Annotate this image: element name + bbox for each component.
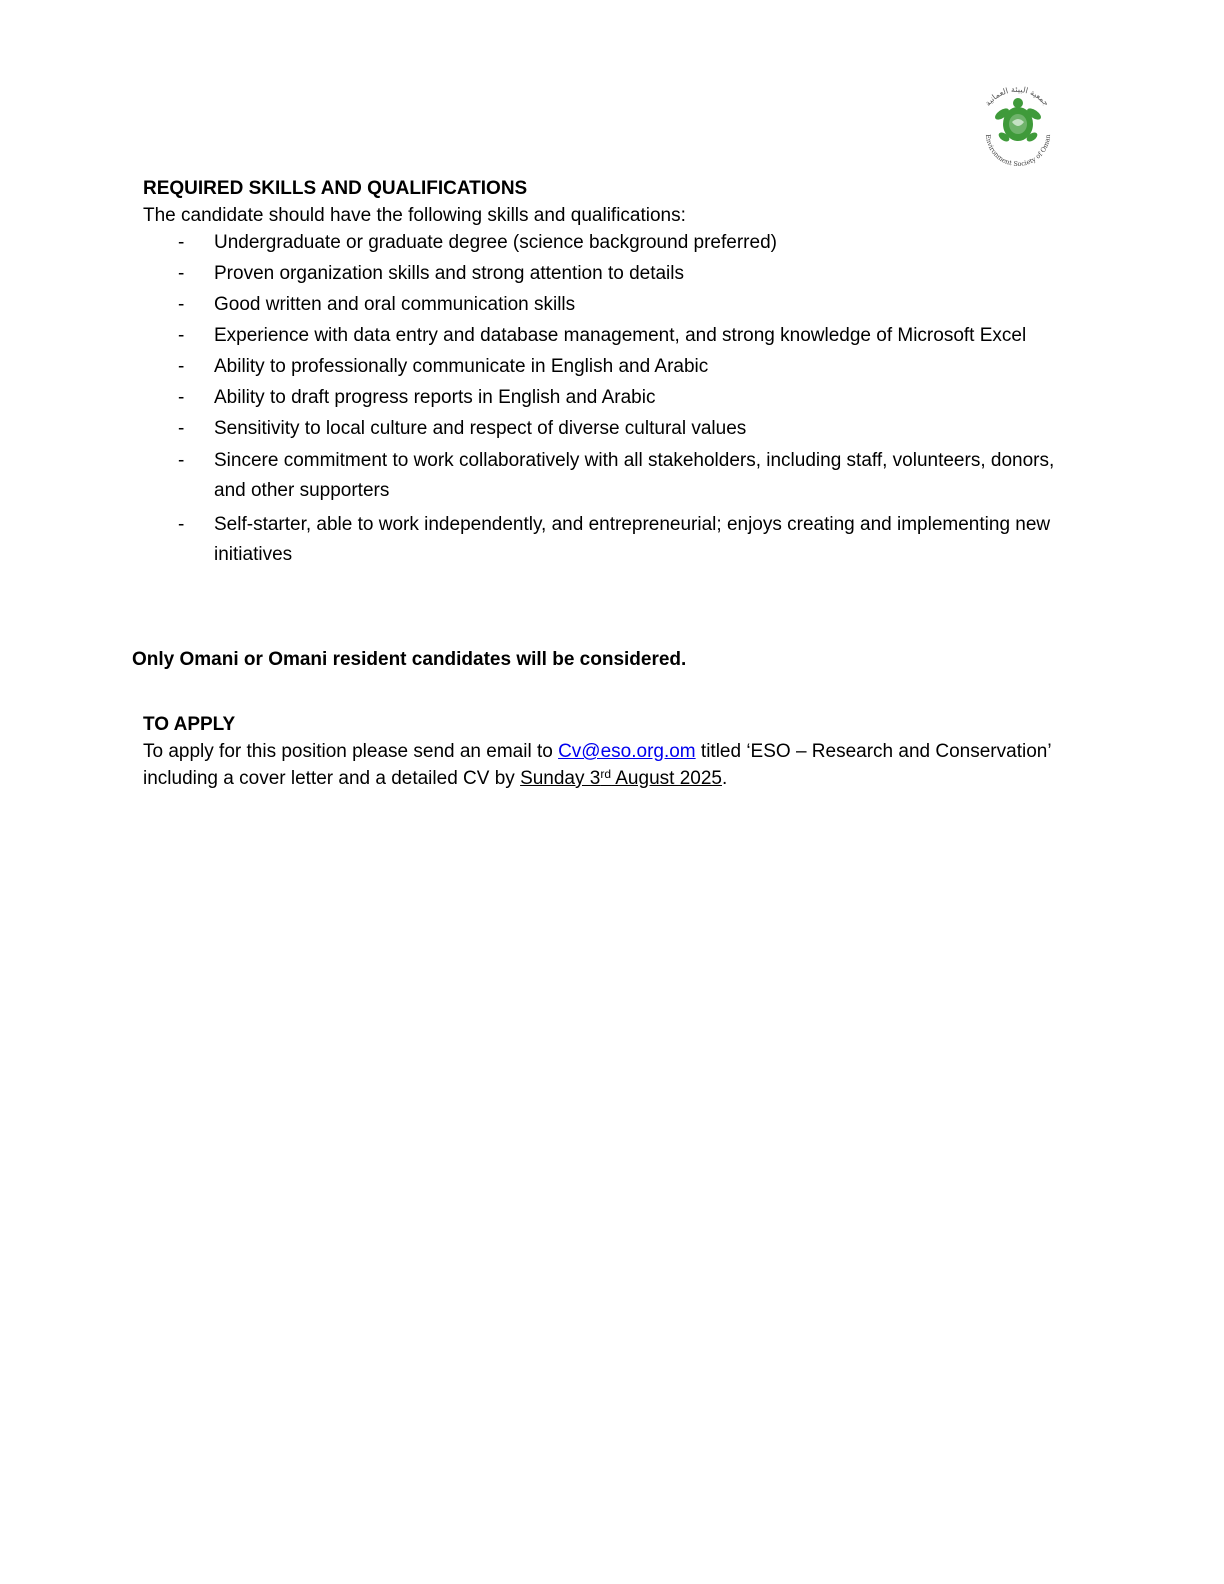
apply-heading: TO APPLY [143, 714, 236, 735]
logo-english-text: Environment Society of Oman [983, 133, 1053, 169]
list-item-text: Proven organization skills and strong attention to details [214, 263, 684, 284]
list-item [143, 353, 1083, 380]
apply-text-middle: titled ‘ESO – Research and Conservation’ including a cover letter and a detailed CV by [143, 741, 1051, 789]
list-item-text: Undergraduate or graduate degree (science background preferred) [214, 232, 777, 253]
deadline-day: Sunday 3 [520, 768, 601, 789]
list-item [143, 229, 1083, 256]
skills-list [143, 229, 1083, 570]
list-item-text: Self-starter, able to work independently, and entrepreneurial; enjoys creating and implementing new initiatives [214, 514, 1051, 565]
bullet-dash: - [178, 387, 185, 408]
logo-arabic-text: جمعية البيئة العمانية [983, 84, 1051, 108]
list-item-text: Good written and oral communication skills [214, 294, 576, 315]
bullet-dash: - [178, 450, 185, 471]
skills-heading: REQUIRED SKILLS AND QUALIFICATIONS [143, 178, 528, 199]
list-item [143, 510, 1083, 570]
eligibility-notice: Only Omani or Omani resident candidates will be considered. [132, 649, 687, 670]
list-item [143, 446, 1083, 506]
skills-intro: The candidate should have the following skills and qualifications: [143, 205, 686, 226]
bullet-dash: - [178, 232, 185, 253]
bullet-dash: - [178, 294, 185, 315]
deadline-suffix: rd [600, 767, 612, 781]
email-link[interactable]: Cv@eso.org.om [558, 741, 696, 762]
apply-section [143, 711, 1083, 792]
list-item-text: Ability to draft progress reports in English and Arabic [214, 387, 656, 408]
list-item-text: Experience with data entry and database management, and strong knowledge of Microsoft Excel [214, 325, 1027, 346]
apply-text-before: To apply for this position please send an email to [143, 741, 559, 762]
list-item [143, 260, 1083, 287]
bullet-dash: - [178, 514, 185, 535]
list-item [143, 291, 1083, 318]
list-item-text: Sensitivity to local culture and respect of diverse cultural values [214, 418, 747, 439]
list-item [143, 415, 1083, 442]
deadline-rest: August 2025 [611, 768, 722, 789]
list-item [143, 384, 1083, 411]
eso-logo [972, 82, 1062, 172]
list-item-text: Ability to professionally communicate in English and Arabic [214, 356, 709, 377]
skills-section [143, 175, 1083, 574]
apply-text-end: . [721, 768, 728, 789]
list-item [143, 322, 1083, 349]
bullet-dash: - [178, 263, 185, 284]
bullet-dash: - [178, 418, 185, 439]
bullet-dash: - [178, 356, 185, 377]
bullet-dash: - [178, 325, 185, 346]
apply-instructions [143, 738, 1083, 792]
list-item-text: Sincere commitment to work collaboratively with all stakeholders, including staff, volunteers, donors, and other supporters [214, 450, 1055, 501]
deadline-date [520, 768, 722, 789]
turtle-emblem-icon [972, 82, 1062, 172]
